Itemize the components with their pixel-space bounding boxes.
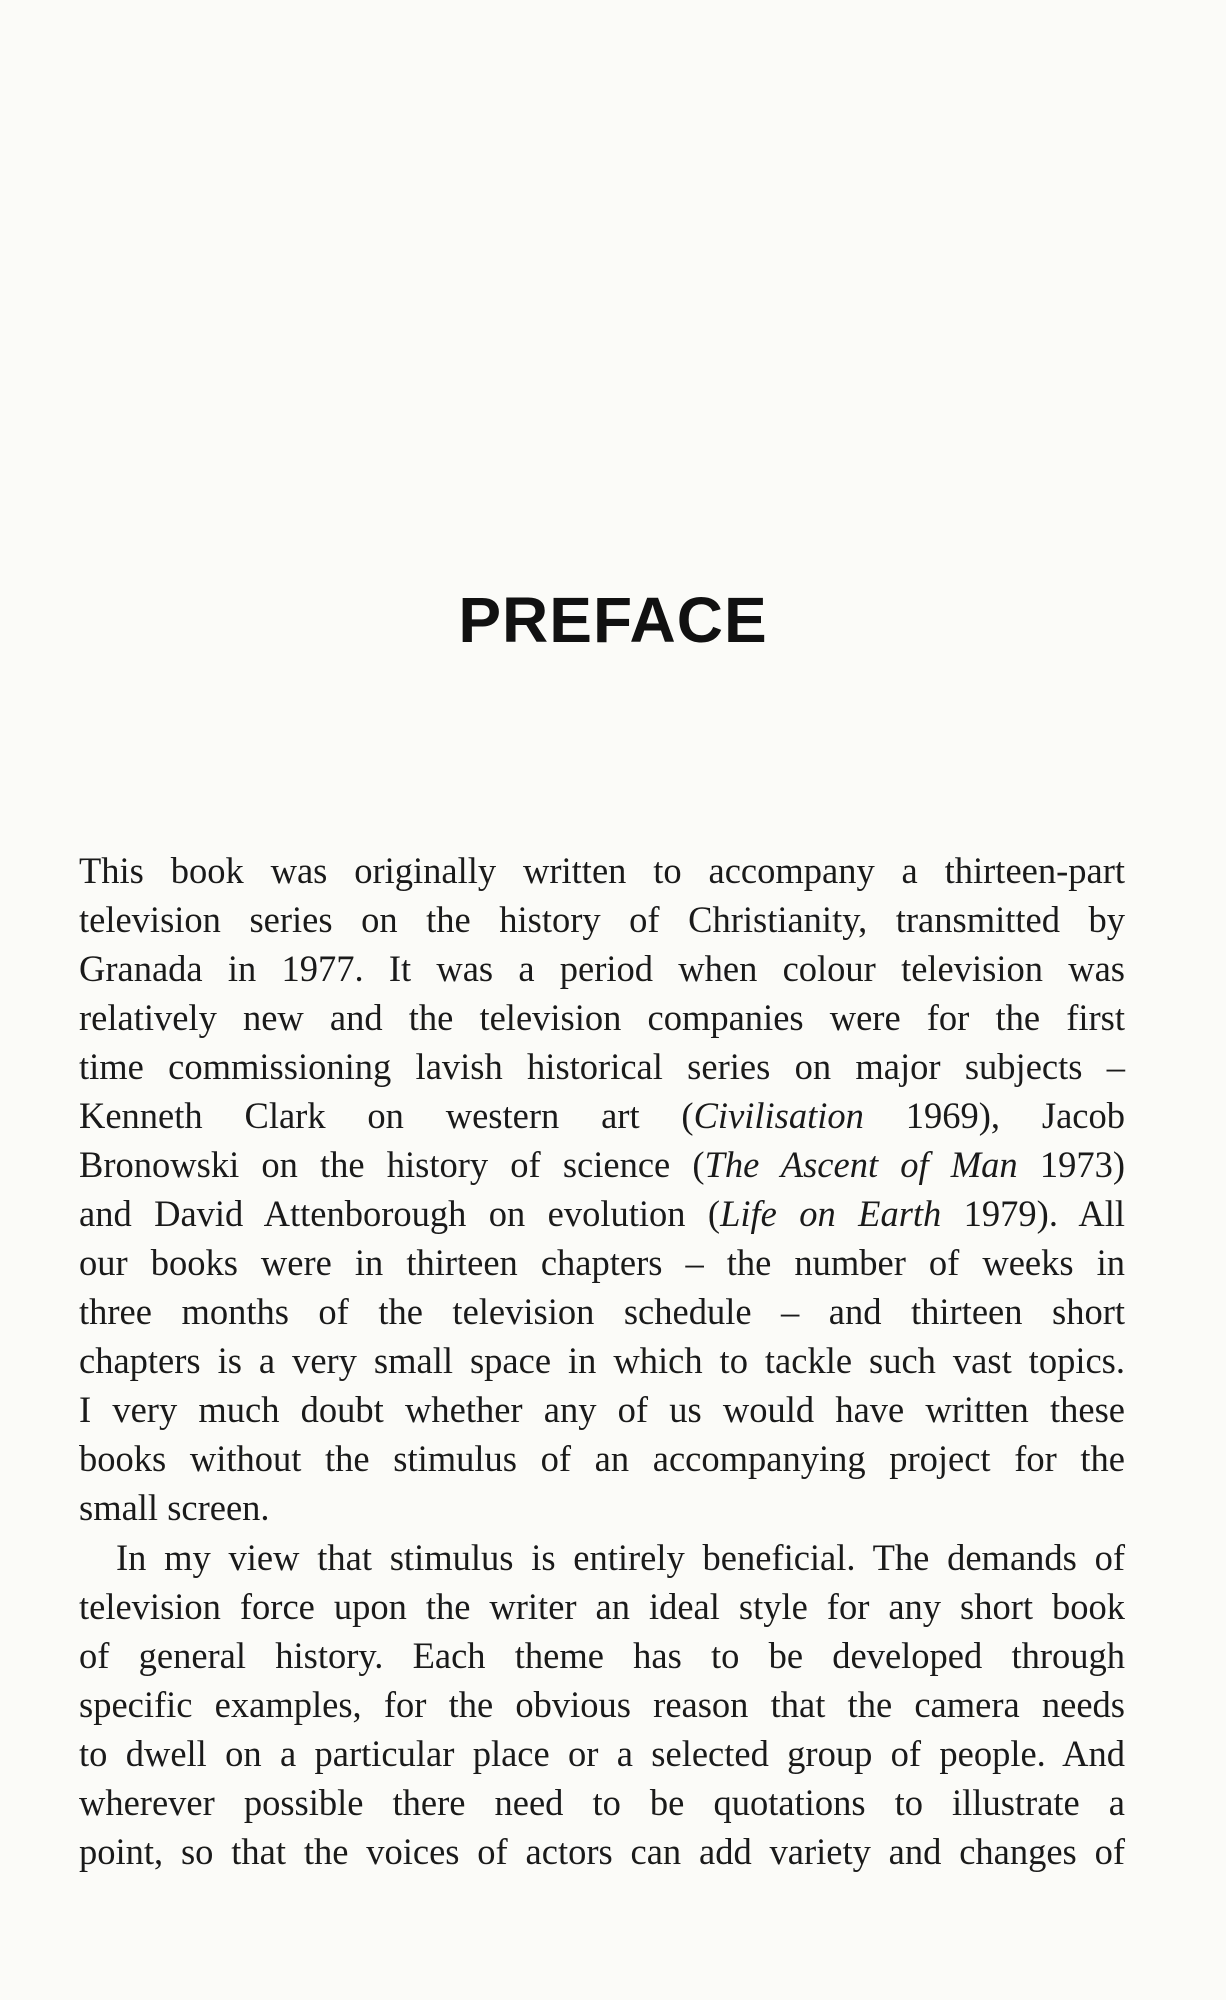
text-line: Granada in 1977. It was a period when colour television was [79,948,1125,989]
title-ascent-of-man: The Ascent of Man [704,1144,1018,1185]
text-line: Kenneth Clark on western art (Civilisation 1969), Jacob [79,1095,1125,1136]
text-line: time commissioning lavish historical series on major subjects – [79,1046,1125,1087]
paragraph-1 [79,846,1125,1532]
title-life-on-earth: Life on Earth [720,1193,942,1234]
text-line: wherever possible there need to be quotations to illustrate a [79,1782,1125,1823]
text-line: specific examples, for the obvious reason that the camera needs [79,1684,1125,1725]
text-line: point, so that the voices of actors can add variety and changes of [79,1831,1125,1872]
text-line: television series on the history of Christianity, transmitted by [79,899,1125,940]
text-line: to dwell on a particular place or a selected group of people. And [79,1733,1125,1774]
text-line: our books were in thirteen chapters – the number of weeks in [79,1242,1125,1283]
text-line: books without the stimulus of an accompanying project for the [79,1438,1125,1479]
text-line: I very much doubt whether any of us would have written these [79,1389,1125,1430]
text-line: small screen. [79,1487,270,1528]
text-line: three months of the television schedule – and thirteen short [79,1291,1125,1332]
page-title: PREFACE [458,584,768,656]
text-line: Bronowski on the history of science (The Ascent of Man 1973) [79,1144,1125,1185]
text-line: In my view that stimulus is entirely beneficial. The demands of [116,1537,1125,1578]
paragraph-2 [79,1533,1125,1876]
text-line: This book was originally written to accompany a thirteen-part [79,850,1125,891]
text-line: chapters is a very small space in which to tackle such vast topics. [79,1340,1125,1381]
text-line: relatively new and the television companies were for the first [79,997,1125,1038]
title-civilisation: Civilisation [693,1095,864,1136]
text-line: of general history. Each theme has to be developed through [79,1635,1125,1676]
text-line: television force upon the writer an ideal style for any short book [79,1586,1125,1627]
text-line: and David Attenborough on evolution (Life on Earth 1979). All [79,1193,1125,1234]
